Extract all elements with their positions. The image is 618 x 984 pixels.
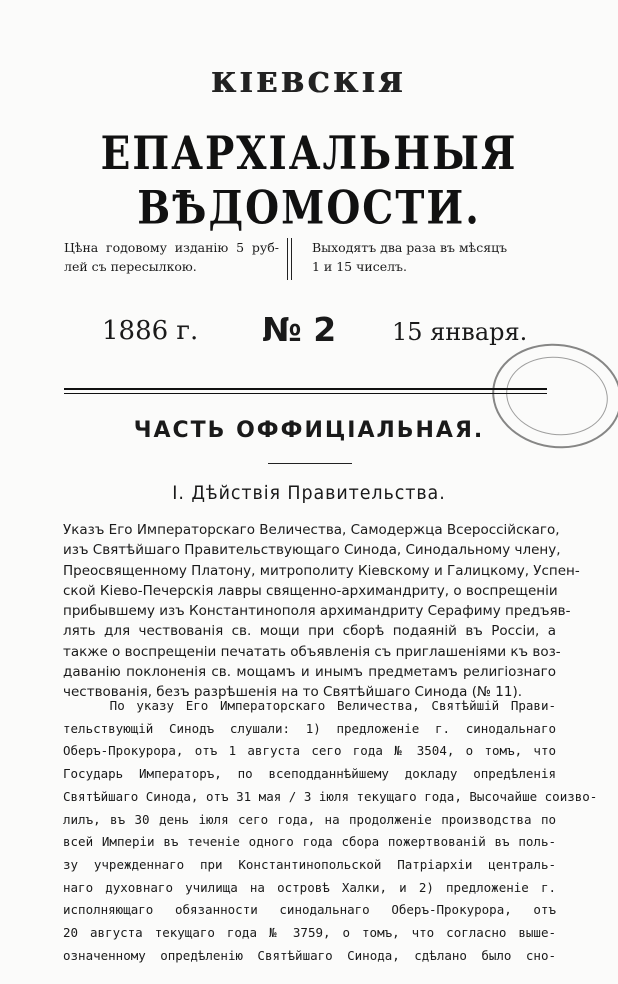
header-rule <box>64 388 547 390</box>
decree-line: также о воспрещеніи печатать объявленія съ приглашеніями къ воз- <box>63 643 561 660</box>
frequency-line2: 1 и 15 чиселъ. <box>312 259 407 274</box>
decree-line: изъ Святѣйшаго Правительствующаго Синода, Синодальному члену, <box>63 542 561 559</box>
decree-heading <box>63 520 580 703</box>
publication-frequency <box>312 238 522 276</box>
body-text <box>63 695 598 967</box>
body-line: По указу Его Императорскаго Величества, Святѣйшій Прави- <box>63 698 556 713</box>
decree-line: даванію поклоненія св. мощамъ и инымъ предметамъ религіознаго <box>63 664 556 681</box>
decree-line: чествованія, безъ разрѣшенія на то Святѣйшаго Синода (№ 11). <box>63 684 523 701</box>
header-divider-2 <box>291 238 292 280</box>
decree-line: ской Кіево-Печерскія лавры священно-архимандриту, о воспрещеніи <box>63 582 558 599</box>
decree-line: Указъ Его Императорскаго Величества, Самодержца Всероссійскаго, <box>63 522 560 538</box>
decree-line: Преосвященному Платону, митрополиту Кіевскому и Галицкому, Успен- <box>63 562 580 579</box>
body-line: Оберъ-Прокурора, отъ 1 августа сего года № 3504, о томъ, что <box>63 743 556 759</box>
body-line: тельствующій Синодъ слушали: 1) предложеніе г. синодальнаго <box>63 720 556 736</box>
subscription-price: Цѣна годовому изданію 5 руб- лей съ пересылкою. <box>64 240 279 274</box>
section-title: І. Дѣйствія Правительства. <box>172 482 446 504</box>
body-line: зу учрежденнаго при Константинопольской Патріархіи централь- <box>63 856 556 872</box>
frequency-line1: Выходятъ два раза въ мѣсяцъ <box>312 240 508 255</box>
decree-line: лять для чествованія св. мощи при сборѣ подаяній въ Россіи, а <box>63 623 556 640</box>
body-line: лилъ, въ 30 день іюля сего года, на продолженіе производства по <box>63 811 556 827</box>
body-line: всей Имперіи въ теченіе одного года сбора пожертвованій въ поль- <box>63 834 556 850</box>
issue-date: 15 января. <box>392 318 528 346</box>
journal-title-line2: ЕПАРХІАЛЬНЫЯ ВѢДОМОСТИ. <box>100 126 518 236</box>
body-line: Государь Императоръ, по всеподданнѣйшему докладу опредѣленія <box>63 766 556 782</box>
body-line: означенному опредѣленію Святѣйшаго Синода, сдѣлано было сно- <box>63 947 556 963</box>
header-divider <box>287 238 288 280</box>
body-line: исполняющаго обязанности синодальнаго Оберъ-Прокурора, отъ <box>63 902 556 918</box>
body-line: наго духовнаго училища на островѣ Халки, и 2) предложеніе г. <box>63 879 556 895</box>
issue-number: № 2 <box>262 310 337 349</box>
title-underline <box>268 463 352 464</box>
journal-title-line1: КІЕВСКІЯ <box>211 68 407 99</box>
decree-line: прибывшему изъ Константинополя архимандриту Серафиму предъяв- <box>63 603 571 620</box>
header-rule-thin <box>64 393 547 394</box>
body-line: Святѣйшаго Синода, отъ 31 мая / 3 іюля текущаго года, Высочайше соизво- <box>63 788 598 804</box>
part-title: ЧАСТЬ ОФФИЦІАЛЬНАЯ. <box>133 418 485 443</box>
issue-year: 1886 г. <box>102 316 199 346</box>
body-line: 20 августа текущаго года № 3759, о томъ, что согласно выше- <box>63 925 556 941</box>
